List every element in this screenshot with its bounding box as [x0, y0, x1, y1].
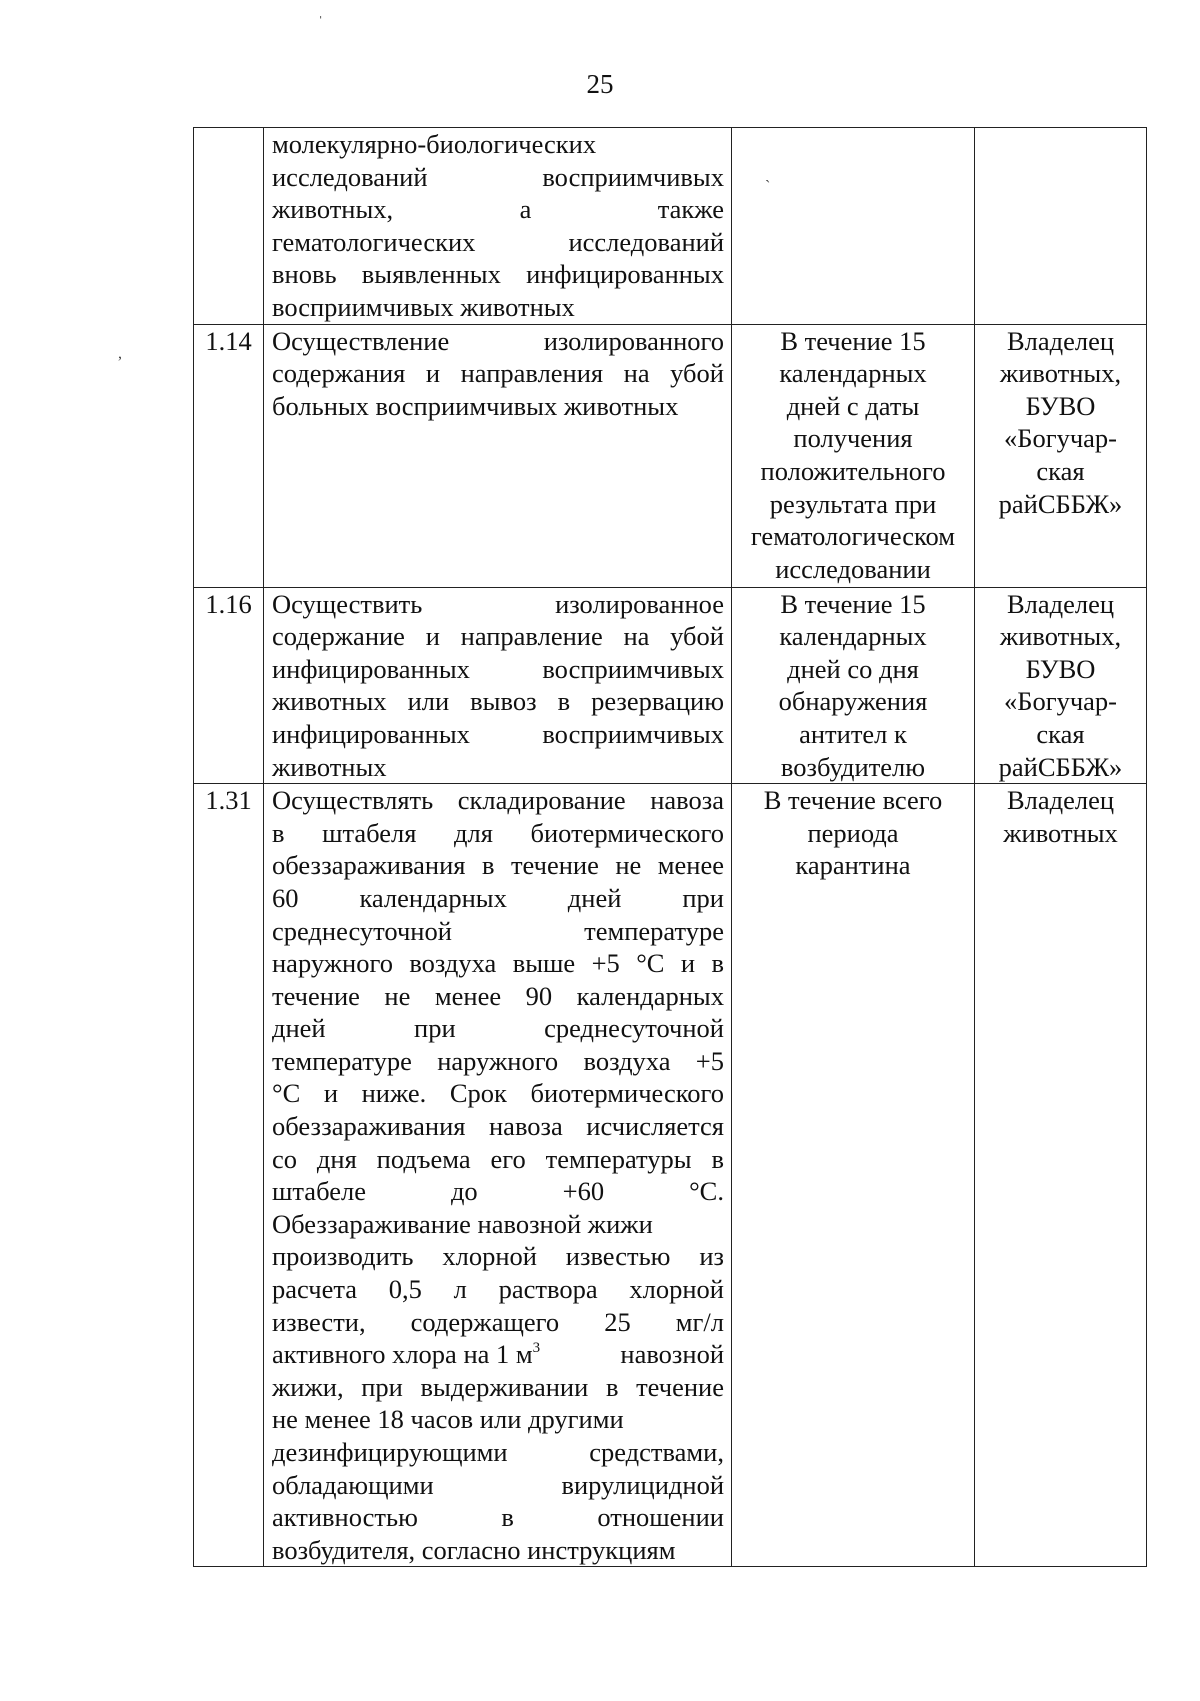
action-word: инфицированных: [526, 259, 724, 290]
item-number: [194, 128, 264, 325]
action-description: [264, 128, 732, 325]
action-word: на: [623, 621, 650, 652]
action-line: животных: [272, 751, 387, 782]
action-word: при: [361, 1371, 403, 1402]
deadline-line: календарных: [779, 358, 927, 389]
action-line: [272, 1077, 724, 1110]
action-word: животных,: [272, 194, 394, 225]
action-description: [264, 587, 732, 784]
action-word: при: [682, 882, 724, 913]
action-word: в: [605, 1371, 619, 1402]
action-word: при: [414, 1013, 456, 1044]
action-word: °С: [636, 948, 665, 979]
action-word: менее: [657, 850, 724, 881]
action-line: [272, 193, 724, 226]
item-number: 1.16: [194, 587, 264, 784]
action-line: [272, 1110, 724, 1143]
action-word: биотермического: [530, 1078, 724, 1109]
action-word: +5: [695, 1045, 724, 1076]
deadline: [732, 324, 975, 587]
action-word: менее: [434, 980, 502, 1011]
action-line: молекулярно-биологических: [272, 129, 597, 159]
action-word: не: [615, 850, 642, 881]
action-word: +5: [591, 948, 620, 979]
action-word: содержащего: [410, 1306, 560, 1337]
page-number: 25: [586, 69, 614, 99]
action-word: 60: [272, 882, 299, 913]
action-word: подъема: [376, 1143, 471, 1174]
action-word: направления: [460, 358, 604, 389]
action-line: [272, 620, 724, 653]
scan-speck: ˈ: [318, 14, 324, 31]
action-word: ниже.: [361, 1078, 427, 1109]
action-word: воздуха: [409, 948, 497, 979]
responsible-line: Владелец: [1006, 588, 1115, 619]
deadline-line: результата при: [769, 488, 937, 519]
deadline-line: В течение всего: [763, 785, 943, 816]
action-line: [272, 1273, 724, 1306]
action-line: [272, 1175, 724, 1208]
action-word: течение: [272, 980, 360, 1011]
responsible: [975, 784, 1147, 1567]
action-word: извести,: [272, 1306, 366, 1337]
table-row: [194, 587, 1147, 784]
deadline-line: дней со дня: [787, 653, 919, 684]
action-word: °С.: [689, 1176, 724, 1207]
responsible: [975, 128, 1147, 325]
action-word: из: [699, 1241, 724, 1272]
action-word: складирование: [457, 785, 626, 816]
deadline-line: календарных: [779, 621, 927, 652]
action-word: содержание: [272, 621, 405, 652]
action-line: [272, 1436, 724, 1469]
table-row: [194, 784, 1147, 1567]
action-word: расчета: [272, 1274, 357, 1305]
action-word: навоза: [489, 1111, 563, 1142]
action-word: известью: [565, 1241, 671, 1272]
action-line: возбудителя, согласно инструкциям: [272, 1534, 676, 1565]
action-word: Срок: [449, 1078, 507, 1109]
deadline-line: дней с даты: [786, 390, 920, 421]
deadline: [732, 128, 975, 325]
action-word: Осуществить: [272, 588, 423, 619]
superscript: 3: [532, 1340, 541, 1357]
action-word: восприимчивых: [542, 653, 724, 684]
action-word: его: [490, 1143, 526, 1174]
action-word: штабеле: [272, 1176, 366, 1207]
action-word: навозной: [620, 1339, 724, 1370]
action-word: температуры: [545, 1143, 692, 1174]
deadline-line: В течение 15: [780, 588, 926, 619]
action-word: и: [425, 358, 441, 389]
action-line: [272, 915, 724, 948]
action-word: в: [501, 1502, 514, 1533]
responsible-line: ская: [1036, 718, 1085, 749]
action-word: в: [557, 686, 571, 717]
action-word: до: [450, 1176, 478, 1207]
action-word: направление: [460, 621, 603, 652]
action-word: 25: [604, 1306, 631, 1337]
action-line: [272, 653, 724, 686]
action-word: наружного: [437, 1045, 559, 1076]
action-word: содержания: [272, 358, 406, 389]
action-line: [272, 1371, 724, 1404]
table-row: [194, 128, 1147, 325]
deadline-line: возбудителю: [780, 751, 926, 782]
responsible-line: райСББЖ»: [998, 488, 1123, 519]
action-line: [272, 1501, 724, 1534]
deadline-line: В течение 15: [780, 325, 926, 356]
action-word: 90: [525, 980, 553, 1011]
action-word: исчисляется: [586, 1111, 724, 1142]
action-word: обеззараживания: [272, 1111, 466, 1142]
action-word: инфицированных: [272, 653, 470, 684]
action-word: выявленных: [361, 259, 501, 290]
action-word: средствами,: [589, 1437, 724, 1467]
action-word: активного хлора на 1 $м^3$: [272, 1339, 541, 1370]
scan-speck: ,: [118, 345, 122, 362]
action-word: дней: [272, 1013, 326, 1044]
action-word: не: [384, 980, 411, 1011]
action-word: изолированного: [543, 325, 724, 356]
action-word: календарных: [359, 882, 507, 913]
action-word: вновь: [272, 259, 337, 290]
responsible-line: Владелец: [1006, 325, 1115, 356]
item-number: 1.14: [194, 324, 264, 587]
deadline-line: карантина: [795, 850, 911, 881]
action-word: штабеля: [322, 817, 417, 848]
action-word: животных: [272, 686, 387, 717]
action-word: раствора: [498, 1274, 598, 1305]
action-word: выше: [512, 948, 576, 979]
table-row: [194, 324, 1147, 587]
responsible-line: Владелец: [1006, 785, 1115, 816]
action-line: [272, 226, 724, 259]
deadline-line: периода: [807, 817, 899, 848]
action-word: на: [623, 358, 650, 389]
action-word: календарных: [576, 980, 724, 1011]
action-line: [272, 817, 724, 850]
table-body: [194, 128, 1147, 1567]
action-word: убой: [670, 358, 724, 389]
action-word: исследований: [568, 226, 724, 257]
action-word: выдерживании: [420, 1371, 589, 1402]
action-description: [264, 784, 732, 1567]
action-line: больных восприимчивых животных: [272, 390, 679, 421]
responsible-line: «Богучар-: [1003, 423, 1117, 454]
action-word: 0,5: [388, 1274, 422, 1305]
action-word: восприимчивых: [542, 161, 724, 192]
action-line: Обеззараживание навозной жижи: [272, 1208, 653, 1239]
deadline-line: исследовании: [775, 553, 931, 584]
action-line: [272, 784, 724, 817]
item-number: 1.31: [194, 784, 264, 1567]
action-line: [272, 947, 724, 980]
action-word: хлорной: [442, 1241, 537, 1272]
scan-speck: ˋ: [765, 178, 771, 195]
action-word: течение: [636, 1371, 724, 1402]
deadline-line: положительного: [760, 455, 946, 486]
responsible-line: БУВО: [1025, 390, 1096, 421]
action-word: среднесуточной: [272, 915, 452, 946]
action-word: отношении: [597, 1502, 724, 1533]
action-word: также: [657, 194, 724, 225]
action-word: мг/л: [675, 1306, 724, 1337]
action-word: Осуществлять: [272, 785, 434, 816]
action-word: жижи,: [272, 1371, 344, 1402]
action-line: [272, 1240, 724, 1273]
action-word: в: [711, 948, 724, 979]
action-word: восприимчивых: [542, 718, 724, 749]
responsible: [975, 587, 1147, 784]
action-line: [272, 1045, 724, 1078]
action-word: в: [711, 1143, 724, 1174]
responsible-line: БУВО: [1025, 653, 1096, 684]
action-word: +60: [562, 1176, 605, 1207]
deadline-line: антител к: [799, 718, 907, 749]
action-word: вирулицидной: [561, 1469, 724, 1500]
action-word: воздуха: [583, 1045, 671, 1076]
action-line: [272, 980, 724, 1013]
action-word: производить: [272, 1241, 414, 1272]
action-word: исследований: [272, 161, 428, 192]
responsible: [975, 324, 1147, 587]
action-word: и: [680, 948, 696, 979]
action-line: [272, 882, 724, 915]
action-word: или: [407, 686, 450, 717]
action-line: [272, 1338, 724, 1371]
action-line: [272, 258, 724, 291]
action-line: [272, 357, 724, 390]
action-line: [272, 685, 724, 718]
action-line: [272, 718, 724, 751]
action-word: убой: [670, 621, 724, 652]
action-line: [272, 1012, 724, 1045]
action-word: температуре: [584, 915, 724, 946]
deadline: [732, 587, 975, 784]
action-word: °С: [272, 1078, 301, 1109]
action-line: [272, 588, 724, 621]
responsible-line: животных: [1003, 817, 1118, 848]
action-description: [264, 324, 732, 587]
action-word: обладающими: [272, 1469, 434, 1500]
action-word: вывоз: [470, 686, 537, 717]
action-word: температуре: [272, 1045, 412, 1076]
action-word: течение: [510, 850, 599, 881]
action-word: в: [272, 817, 285, 848]
deadline-line: обнаружения: [778, 686, 928, 717]
responsible-line: «Богучар-: [1003, 686, 1117, 717]
action-line: не менее 18 часов или другими: [272, 1404, 624, 1435]
action-word: гематологических: [272, 226, 476, 257]
action-word: и: [425, 621, 440, 652]
responsible-line: животных,: [999, 358, 1122, 389]
action-word: изолированное: [555, 588, 724, 619]
responsible-line: ская: [1036, 455, 1085, 486]
action-word: наружного: [272, 948, 393, 979]
action-word: хлорной: [629, 1274, 724, 1305]
action-word: дезинфицирующими: [272, 1437, 508, 1467]
deadline: [732, 784, 975, 1567]
action-line: [272, 849, 724, 882]
action-word: в: [481, 850, 495, 881]
deadline-line: гематологическом: [750, 521, 956, 552]
deadline-line: получения: [793, 423, 913, 454]
action-word: резервацию: [591, 686, 724, 717]
action-line: [272, 161, 724, 194]
responsible-line: райСББЖ»: [998, 751, 1123, 782]
action-word: дня: [316, 1143, 357, 1174]
responsible-line: животных,: [999, 621, 1122, 652]
action-word: активностью: [272, 1502, 418, 1533]
action-line: [272, 1306, 724, 1339]
action-line: [272, 325, 724, 358]
action-word: среднесуточной: [544, 1013, 724, 1044]
action-word: со: [272, 1143, 298, 1174]
action-word: и: [323, 1078, 339, 1109]
action-word: обеззараживания: [272, 850, 466, 881]
action-line: [272, 1143, 724, 1176]
measures-table: [193, 127, 1147, 1567]
action-word: навоза: [650, 785, 724, 816]
action-word: Осуществление: [272, 325, 450, 356]
action-word: для: [454, 817, 493, 848]
action-word: дней: [567, 882, 622, 913]
action-line: [272, 1469, 724, 1502]
action-word: л: [453, 1274, 467, 1305]
action-word: биотермического: [530, 817, 724, 848]
action-word: а: [519, 194, 532, 225]
action-word: инфицированных: [272, 718, 470, 749]
action-line: восприимчивых животных: [272, 291, 575, 322]
